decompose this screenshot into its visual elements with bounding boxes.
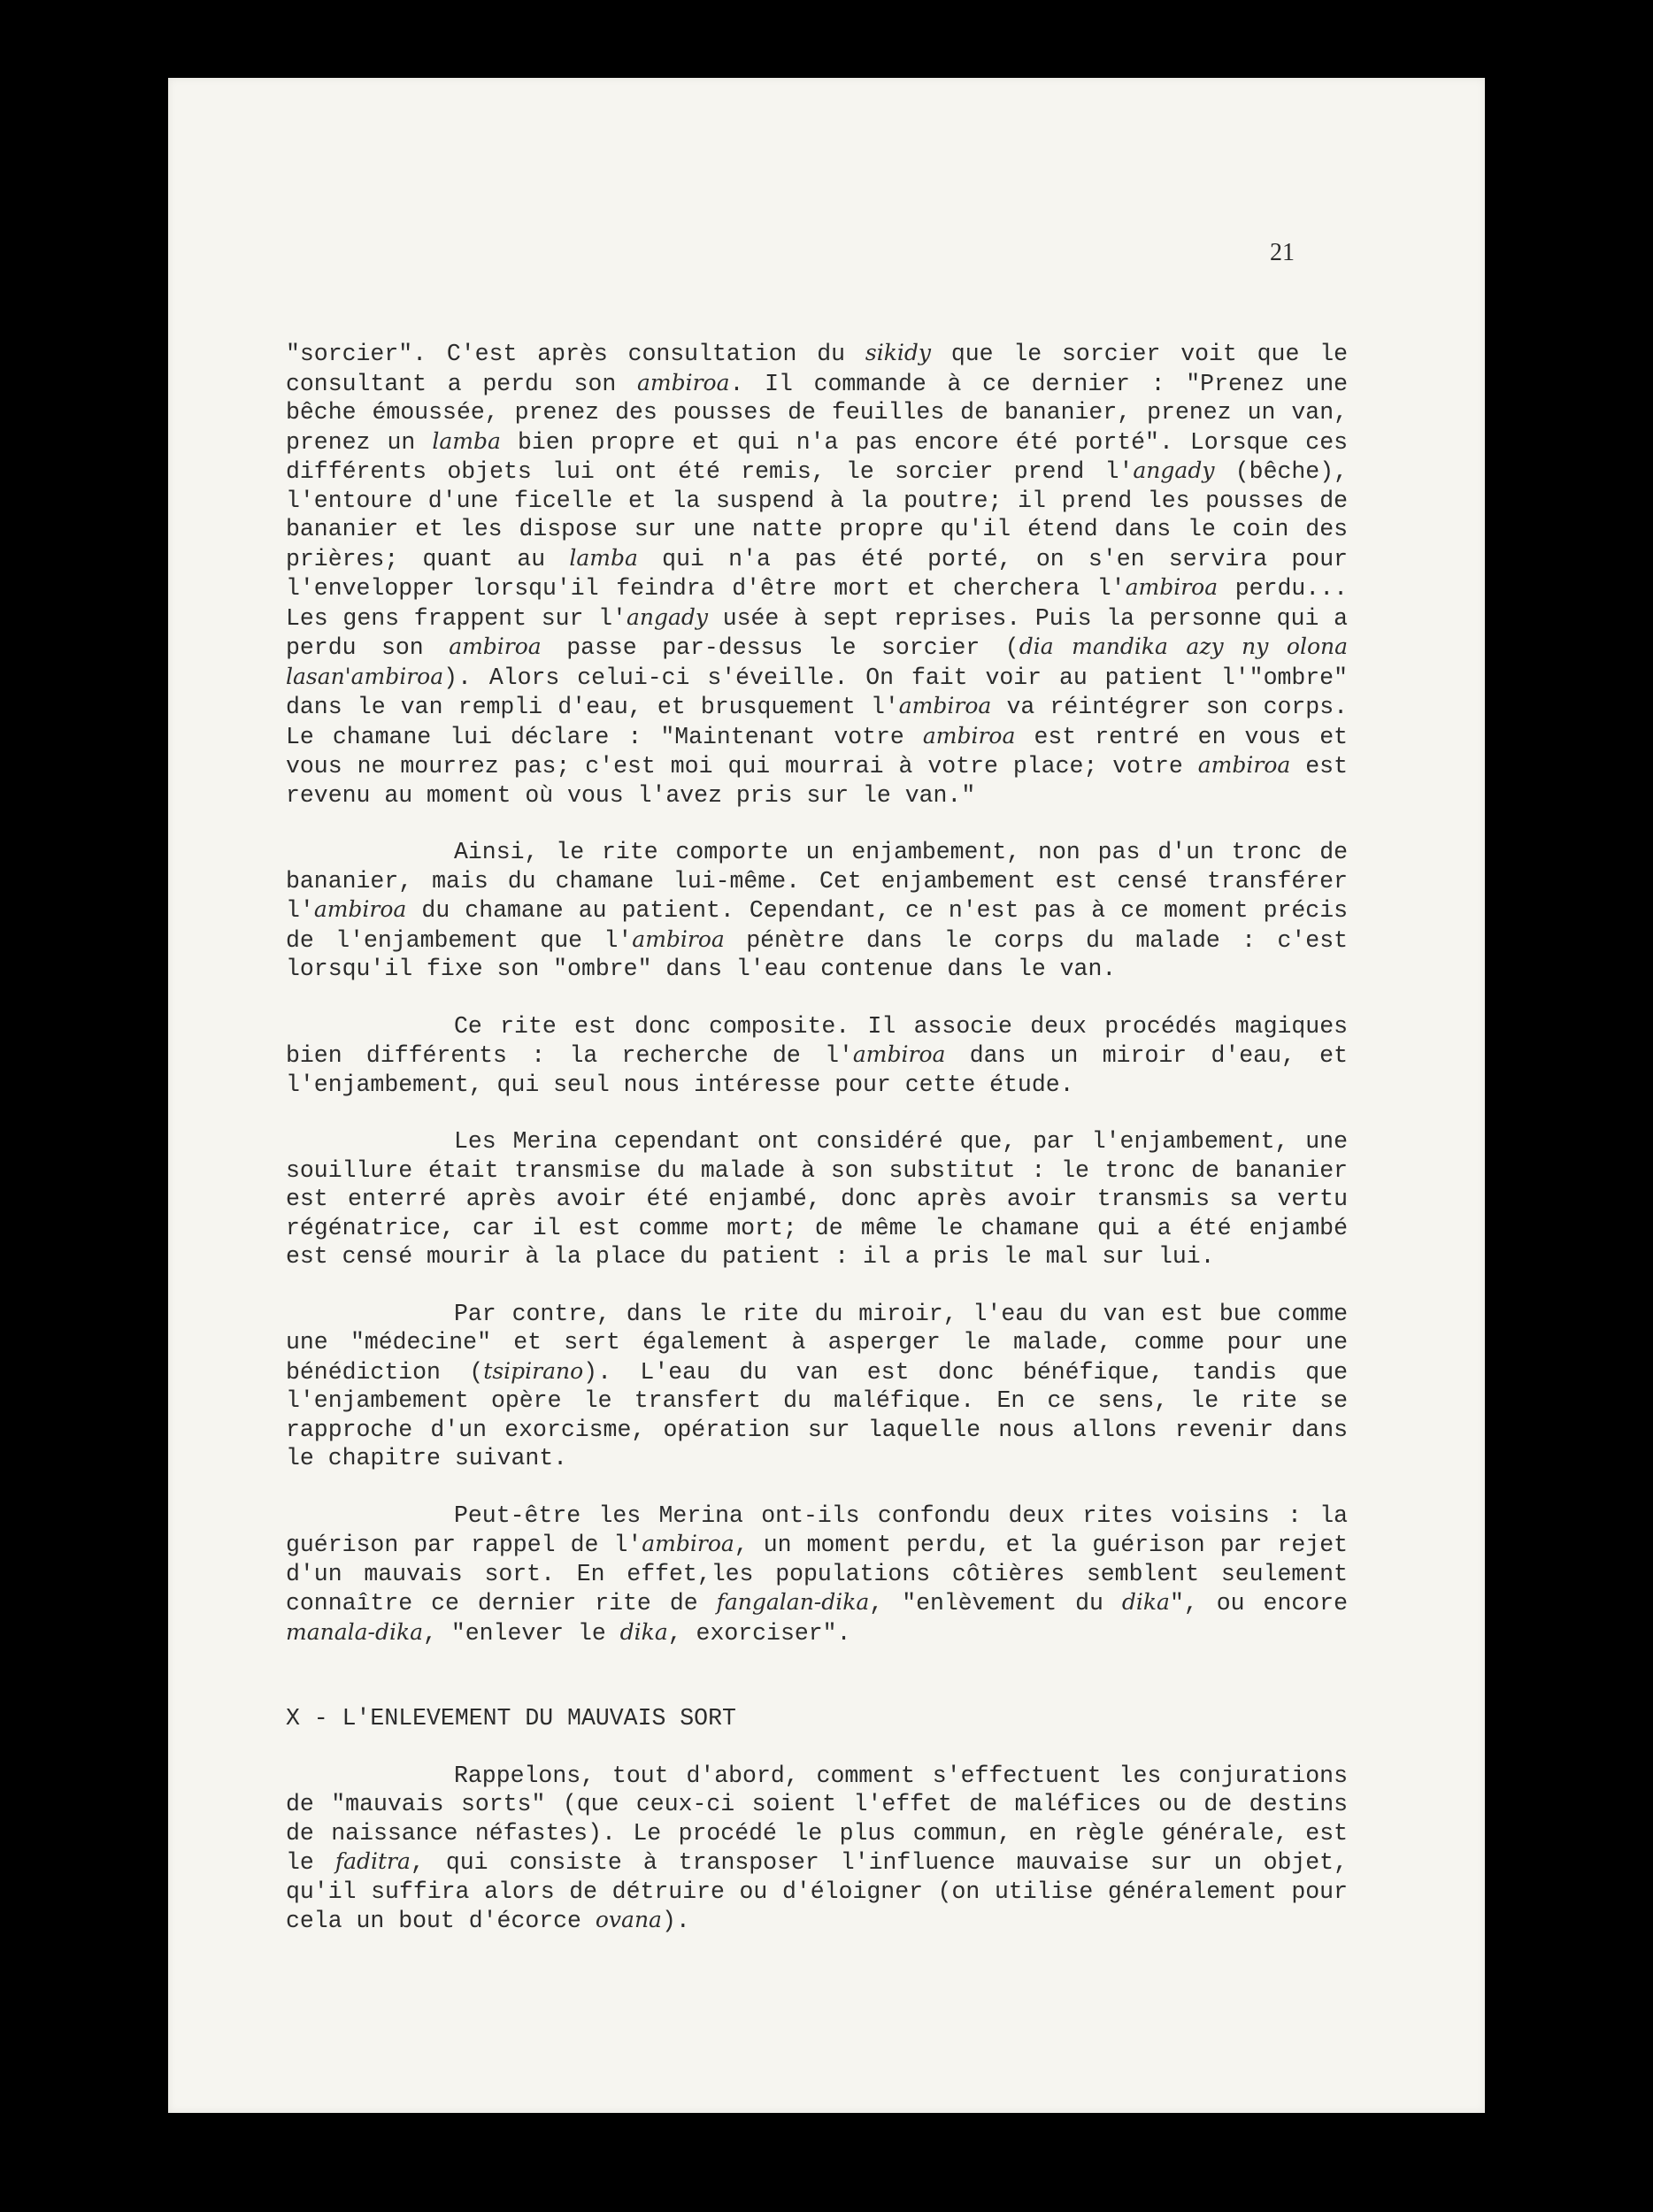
italic-term: dika	[619, 1618, 668, 1645]
text-run: perdu... Les gens frappent sur l'	[286, 575, 1348, 632]
italic-term: ambiroa	[1197, 752, 1291, 778]
italic-term: dika	[1121, 1589, 1170, 1615]
text-run: , qui consiste à transposer l'influence mauvaise sur un objet, qu'il suffira alors de détruire ou d'éloigner (on utilise généralement pour cela un bout d'écorce	[286, 1849, 1348, 1934]
text-run: est revenu au moment où vous l'avez pris sur le van."	[286, 753, 1348, 809]
italic-term: ambiroa	[852, 1041, 946, 1067]
text-run: bien propre et qui n'a pas encore été porté". Lorsque ces différents objets lui ont été remis, le sorcier prend l'	[286, 428, 1348, 485]
text-run: , "enlever le	[423, 1619, 620, 1647]
text-run: . Il commande à ce dernier : "Prenez une bêche émoussée, prenez des pousses de feuilles de bananier, prenez un van, prenez un	[286, 370, 1348, 456]
text-run: Ce rite est donc composite. Il associe deux procédés magiques bien différents : la recherche de l'	[286, 1012, 1348, 1069]
paragraph	[286, 339, 1348, 810]
text-run: ). Alors celui-ci s'éveille. On fait voir au patient l'"ombre" dans le van rempli d'eau, et brusquement l'	[286, 664, 1348, 720]
text-run: qui n'a pas été porté, on s'en servira pour l'envelopper lorsqu'il feindra d'être mort et cherchera l'	[286, 545, 1349, 602]
italic-term: lamba	[432, 427, 501, 454]
italic-term: lamba	[569, 544, 638, 571]
text-run: est rentré en vous et vous ne mourrez pas; c'est moi qui mourrai à votre place; votre	[286, 723, 1349, 780]
italic-term: faditra	[334, 1848, 411, 1874]
italic-term: angady	[626, 603, 708, 630]
paragraph	[286, 838, 1348, 984]
text-run: Les Merina cependant ont considéré que, par l'enjambement, une souillure était transmise du malade à son substitut : le tronc de bananier est enterré après avoir été enjambé, donc après avoir transmis sa vertu régénatrice, car il est comme mort; de même le chamane qui a été enjambé est censé mourir à la place du patient : il a pris le mal sur lui.	[286, 1128, 1348, 1270]
text-run: , exorciser".	[667, 1619, 851, 1647]
section-heading: X - L'ENLEVEMENT DU MAUVAIS SORT	[286, 1705, 736, 1732]
italic-term: ambiroa	[922, 722, 1016, 749]
paragraph	[286, 1012, 1348, 1100]
text-run: Ainsi, le rite comporte un enjambement, non pas d'un tronc de bananier, mais du chamane lui-même. Cet enjambement est censé transférer l'	[286, 839, 1348, 924]
text-run: ). L'eau du van est donc bénéfique, tandis que l'enjambement opère le transfert du maléfique. En ce sens, le rite se rapproche d'un exorcisme, opération sur laquelle nous allons revenir dans le chapitre suivant.	[286, 1358, 1348, 1471]
text-run: , un moment perdu, et la guérison par rejet d'un mauvais sort. En effet,les populations côtières semblent seulement connaître ce dernier rite de	[286, 1532, 1348, 1617]
text-run: , "enlèvement du	[869, 1590, 1122, 1617]
italic-term: ambiroa	[632, 926, 725, 952]
italic-term: angady	[1133, 457, 1215, 483]
italic-term: fangalan-dika	[716, 1589, 870, 1615]
paragraph	[286, 1762, 1348, 1936]
text-run: passe par-dessus le sorcier (	[541, 634, 1019, 661]
text-run: que le sorcier voit que le consultant a perdu son	[286, 341, 1348, 397]
text-run: Peut-être les Merina ont-ils confondu deux rites voisins : la guérison par rappel de l'	[286, 1502, 1348, 1558]
text-run: ).	[661, 1908, 690, 1934]
page-number: 21	[1270, 239, 1295, 266]
italic-term: manala-dika	[286, 1618, 424, 1645]
text-run: va réintégrer son corps. Le chamane lui déclare : "Maintenant votre	[286, 694, 1348, 750]
paragraph	[286, 1127, 1348, 1271]
text-run: usée à sept reprises. Puis la personne qui a perdu son	[286, 604, 1348, 661]
text-run: "sorcier". C'est après consultation du	[286, 341, 865, 367]
italic-term: tsipirano	[483, 1357, 584, 1384]
text-run: (bêche), l'entoure d'une ficelle et la suspend à la poutre; il prend les pousses de bananier et les dispose sur une natte propre qu'il étend dans le coin des prières; quant au	[286, 458, 1349, 572]
italic-term: sikidy	[865, 340, 931, 365]
text-run: du chamane au patient. Cependant, ce n'est pas à ce moment précis de l'enjambement que l'	[286, 897, 1348, 954]
text-run: Rappelons, tout d'abord, comment s'effectuent les conjurations de "mauvais sorts" (que ceux-ci soient l'effet de maléfices ou de destins de naissance néfastes). Le procédé le plus commun, en règle générale, est le	[286, 1762, 1348, 1876]
italic-term: ambiroa	[449, 634, 542, 659]
italic-term: ovana	[595, 1907, 662, 1932]
italic-term: ambiroa	[313, 896, 407, 922]
italic-term: ambiroa	[636, 369, 730, 396]
text-run: pénètre dans le corps du malade : c'est lorsqu'il fixe son "ombre" dans l'eau contenue dans le van.	[286, 926, 1348, 982]
paragraph	[286, 1300, 1348, 1473]
text-run: ", ou encore	[1169, 1590, 1348, 1617]
italic-term: ambiroa	[898, 693, 992, 718]
italic-term: dia mandika azy ny olona lasan'ambiroa	[286, 634, 1349, 689]
body-text	[286, 339, 1348, 1964]
italic-term: ambiroa	[642, 1531, 734, 1556]
text-run: dans un miroir d'eau, et l'enjambement, qui seul nous intéresse pour cette étude.	[286, 1042, 1348, 1098]
text-run: Par contre, dans le rite du miroir, l'eau du van est bue comme une "médecine" et sert également à asperger le malade, comme pour une bénédiction (	[286, 1300, 1348, 1386]
paragraph	[286, 1502, 1348, 1648]
italic-term: ambiroa	[1125, 574, 1219, 600]
